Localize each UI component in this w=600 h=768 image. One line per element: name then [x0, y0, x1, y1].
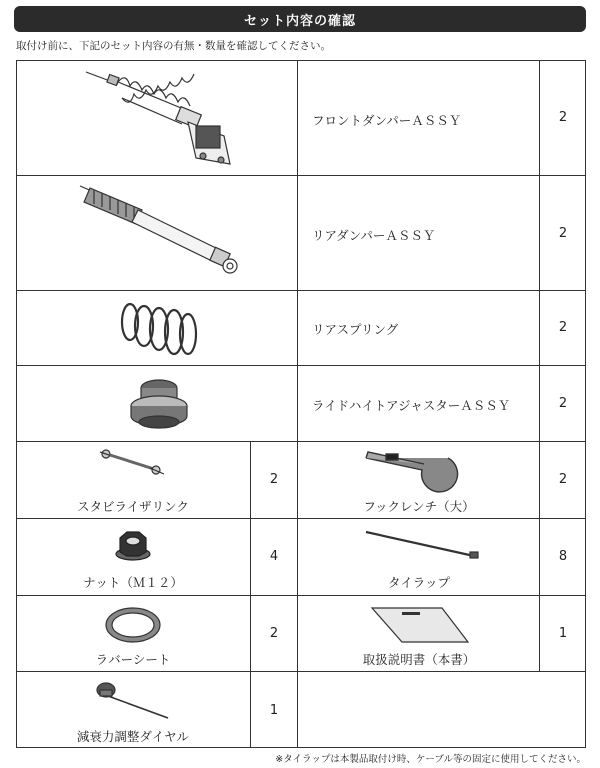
- item-qty-rear-spring: 2: [558, 320, 568, 335]
- hook-wrench-icon: [362, 448, 458, 488]
- item-name-ride-height: ライドハイトアジャスターＡＳＳＹ: [312, 398, 511, 413]
- item-name-manual: 取扱説明書（本書）: [362, 652, 476, 667]
- item-qty-stabilizer-link: 2: [269, 472, 279, 487]
- item-qty-rear-damper: 2: [558, 226, 568, 241]
- item-name-hook-wrench: フックレンチ（大）: [363, 499, 475, 514]
- intro-text: 取付け前に、下記のセット内容の有無・数量を確認してください。: [16, 40, 331, 52]
- header-title: セット内容の確認: [243, 13, 356, 29]
- item-name-damping-dial: 減衰力調整ダイヤル: [76, 729, 190, 744]
- cable-tie-icon: [362, 528, 482, 562]
- item-qty-manual: 1: [558, 626, 568, 641]
- item-name-stabilizer-link: スタビライザリンク: [77, 499, 189, 514]
- item-name-front-damper: フロントダンパーＡＳＳＹ: [312, 113, 462, 128]
- section-header: [14, 6, 586, 32]
- stabilizer-link-icon: [98, 446, 168, 480]
- footnote: ※タイラップは本製品取付け時、ケーブル等の固定に使用してください。: [275, 754, 586, 765]
- item-name-cable-tie: タイラップ: [387, 575, 451, 590]
- flange-nut-icon: [114, 528, 152, 564]
- front-damper-icon: [78, 64, 248, 172]
- manual-sheet-icon: [368, 604, 472, 646]
- item-qty-front-damper: 2: [558, 110, 568, 125]
- item-name-rear-spring: リアスプリング: [312, 322, 399, 337]
- rear-damper-icon: [74, 180, 246, 286]
- adjustment-dial-icon: [94, 678, 174, 722]
- coil-spring-icon: [116, 298, 202, 360]
- item-qty-ride-height: 2: [558, 396, 568, 411]
- item-qty-hook-wrench: 2: [558, 472, 568, 487]
- item-qty-cable-tie: 8: [558, 549, 568, 564]
- item-name-rubber-sheet: ラバーシート: [95, 652, 171, 667]
- ride-height-adjuster-icon: [126, 374, 192, 434]
- item-qty-damping-dial: 1: [269, 703, 279, 718]
- item-qty-rubber-sheet: 2: [269, 626, 279, 641]
- item-name-nut: ナット（Ｍ１２）: [83, 575, 183, 590]
- item-qty-nut: 4: [269, 549, 279, 564]
- item-name-rear-damper: リアダンパーＡＳＳＹ: [312, 228, 436, 243]
- rubber-ring-icon: [104, 606, 162, 644]
